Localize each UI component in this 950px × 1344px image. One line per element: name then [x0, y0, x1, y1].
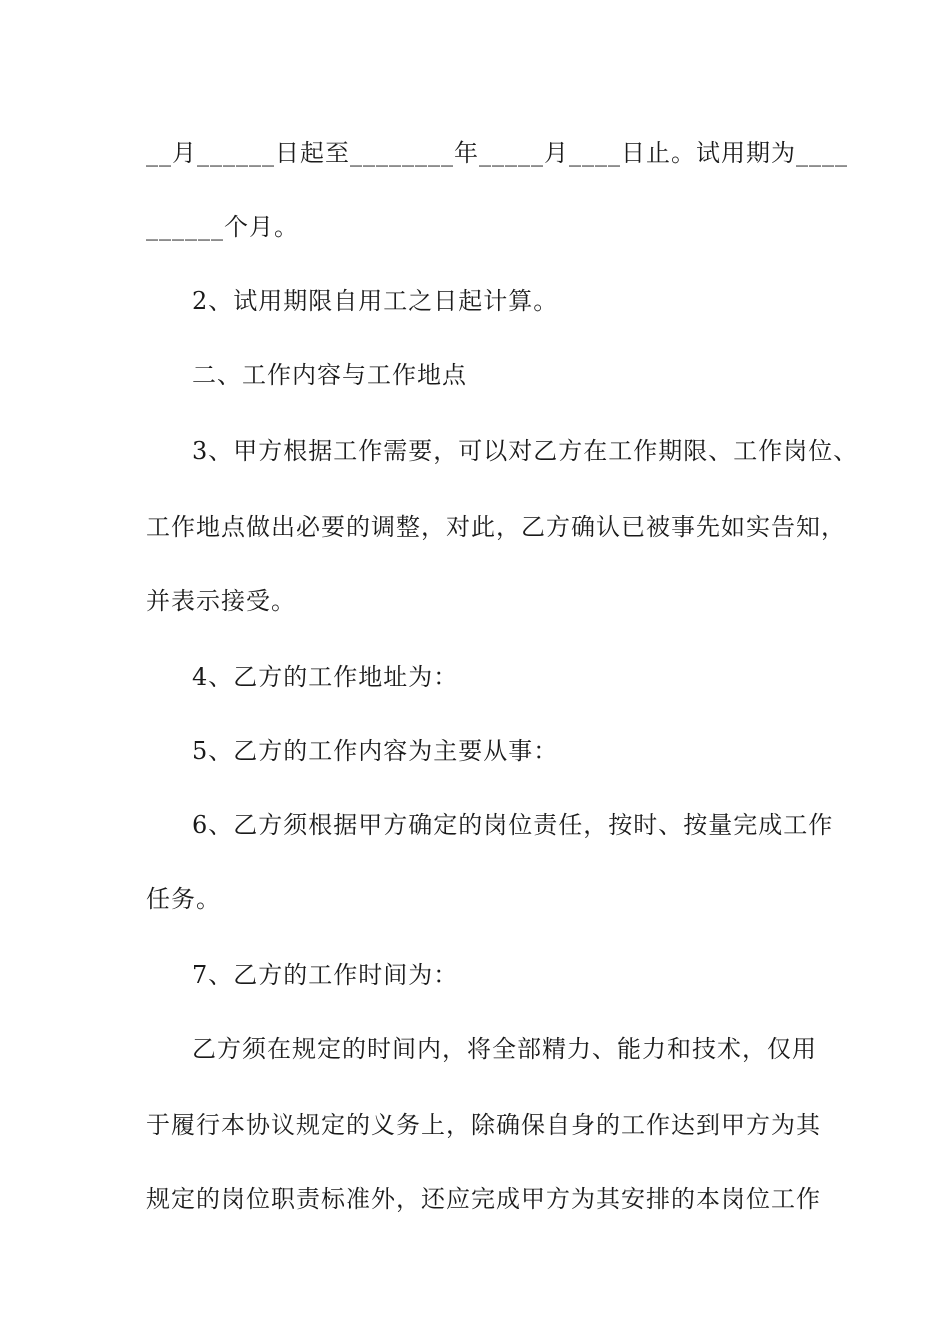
clause-3: 3、甲方根据工作需要，可以对乙方在工作期限、工作岗位、: [192, 437, 859, 465]
text-line-probation-months: ______个月。: [146, 213, 299, 241]
paragraph-duties-continued: 于履行本协议规定的义务上，除确保自身的工作达到甲方为其: [146, 1111, 821, 1139]
text-line-probation-dates: __月______日起至________年_____月____日止。试用期为____: [146, 139, 848, 167]
clause-6-end: 任务。: [146, 885, 221, 913]
section-heading-work-content: 二、工作内容与工作地点: [192, 361, 467, 389]
paragraph-duties-continued-2: 规定的岗位职责标准外，还应完成甲方为其安排的本岗位工作: [146, 1185, 821, 1213]
paragraph-duties: 乙方须在规定的时间内，将全部精力、能力和技术，仅用: [192, 1035, 817, 1063]
clause-6: 6、乙方须根据甲方确定的岗位责任，按时、按量完成工作: [192, 811, 834, 839]
clause-5: 5、乙方的工作内容为主要从事：: [192, 737, 559, 765]
clause-3-end: 并表示接受。: [146, 587, 296, 615]
clause-3-continued: 工作地点做出必要的调整，对此，乙方确认已被事先如实告知，: [146, 513, 846, 541]
clause-4: 4、乙方的工作地址为：: [192, 663, 459, 691]
clause-2: 2、试用期限自用工之日起计算。: [192, 287, 559, 315]
clause-7: 7、乙方的工作时间为：: [192, 961, 459, 989]
